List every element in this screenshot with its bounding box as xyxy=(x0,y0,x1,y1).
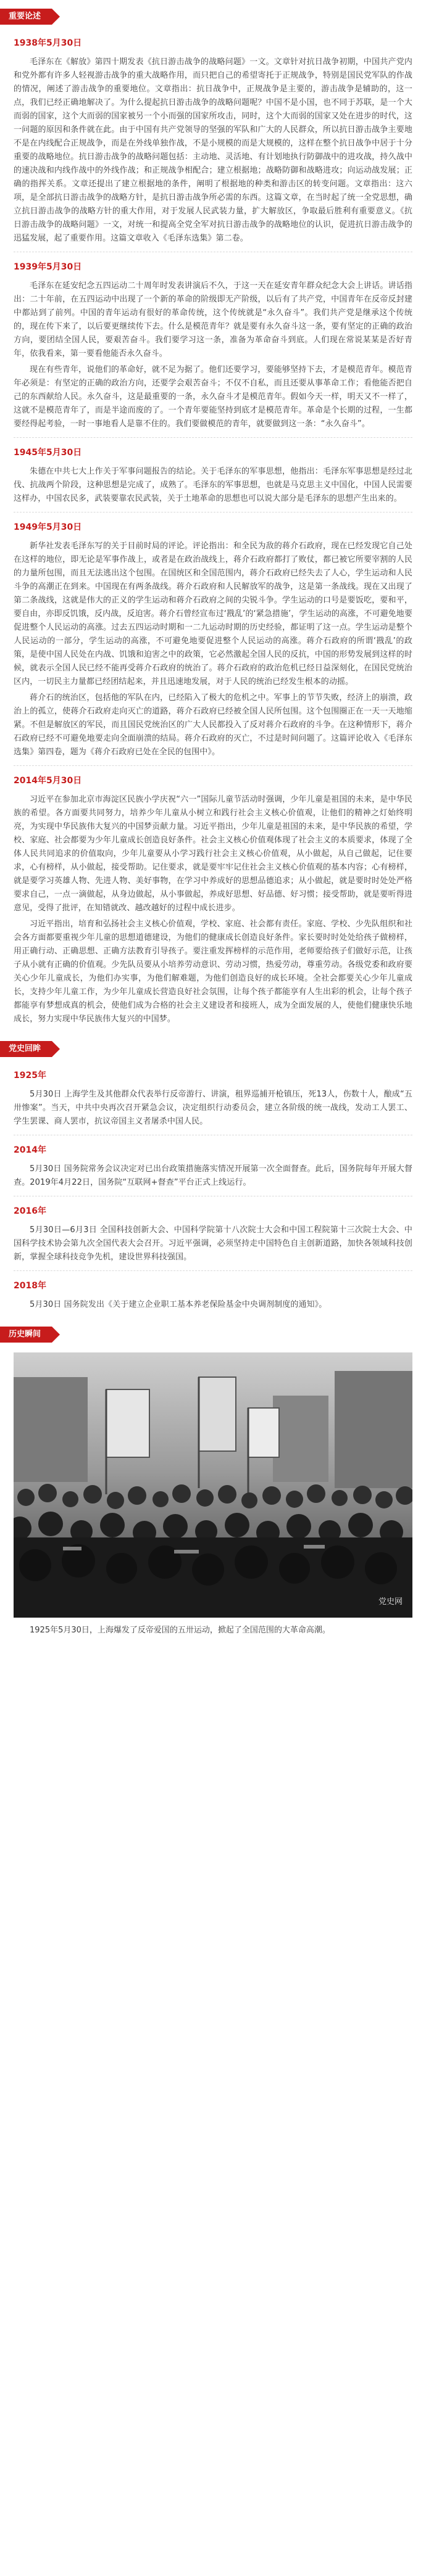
entry-date: 1925年 xyxy=(14,1071,46,1080)
entry-date: 2016年 xyxy=(14,1206,46,1216)
entry-paragraph: 5月30日—6月3日 全国科技创新大会、中国科学院第十八次院士大会和中国工程院第十三次院士大会、中国科学技术协会第九次全国代表大会召开。习近平强调，必须坚持走中国特色自主创新道路，加快各领域科技创新，掌握全球科技竞争先机，建设世界科技强国。 xyxy=(14,1225,412,1262)
entry-2014 xyxy=(14,775,412,1026)
entry-date: 1938年5月30日 xyxy=(14,38,82,48)
entry-paragraph: 习近平指出，培育和弘扬社会主义核心价值观，学校、家庭、社会都有责任。家庭、学校、少先队组织和社会各方面都要重视少年儿童的思想道德建设，为他们的健康成长创造良好条件。家长要时时处处给孩子做榜样，用正确行动、正确思想、正确方法教育引导孩子。要注重发挥榜样的示范作用，老师要给孩子们做好示范，让孩子从小就有正确的价值观。少先队员要从小培养劳动意识、劳动习惯，热爱劳动，尊重劳动。各级党委和政府要关心少年儿童成长，为他们办实事，为他们解难题，为他们创造良好的成长环境。全社会都要关心少年儿童成长，支持少年儿童工作，为少年儿童成长营造良好社会氛围，让每个孩子都能享有人生出彩的机会，让每个孩子都能享有梦想成真的机会，使他们成为合格的社会主义建设者和接班人，成为全面发展的人，使他们健康快乐地成长，努力实现中华民族伟大复兴的中国梦。 xyxy=(14,920,412,1024)
entry-date: 1945年5月30日 xyxy=(14,448,82,458)
entry-date: 2014年 xyxy=(14,1145,46,1155)
section-tag-history: 党史回眸 xyxy=(0,1041,52,1057)
entry-paragraph: 新华社发表毛泽东写的关于目前时局的评论。评论指出：和全民为敌的蒋介石政府，现在已经发现它自己处在这样的地位，即无论是军事作战上，或者是在政治战线上，蒋介石政府都打了败仗，都已被它所要宰割的人民的力量所包围，而且无法逃出这个包围。在国统区和全国范围内，蒋介石政府已经失去了人心，学生运动和人民斗争的高潮正在到来。中国现在有两条战线。蒋介石政府和人民解放军的战争，这是第一条战线。现在又出现了第二条战线，这就是伟大的正义的学生运动和蒋介石政府之间的尖锐斗争。学生运动的口号是要饭吃，要和平，要自由，亦即反饥饿，反内战，反迫害。蒋介石曾经宣布过‘戡乱’的‘紧急措施’，学生运动的高涨，不可避免地要促进整个人民运动的高涨。过去五四运动时期和一二九运动时期的历史经验，都证明了这一点。学生运动是整个人民运动的一部分，学生运动的高涨，不可避免地要促进整个人民运动的高涨。蒋介石政府的所谓‘戡乱’的政策，是使中国人民处在内战、饥饿和迫害之中的政策，它必然激起全国人民的反抗，中国的形势发展到这样的时候，就表示全国人民已经不能再受蒋介石政府的统治了。蒋介石政府的政治危机已经日益深刻化，在国民党统治区内，一切民主力量都已经团结起来，并且迅速地发展，对于人民的统治已经发生根本的动摇。 xyxy=(14,541,412,686)
entry-date: 2014年5月30日 xyxy=(14,776,82,786)
history-entry-1925 xyxy=(14,1069,412,1129)
entry-paragraph: 朱德在中共七大上作关于军事问题报告的结论。关于毛泽东的军事思想，他指出：毛泽东军事思想是经过北伐、抗战两个阶段，这种思想是完成了，成熟了。毛泽东的军事思想，也就是马克思主义中国化，中国人民需要这样办，中国农民多，武装要靠农民武装，关于土地革命的思想也可以说大部分是毛泽东的思想产生出来的。 xyxy=(14,467,412,503)
party-history-section xyxy=(0,1032,426,1318)
entry-paragraph: 5月30日 上海学生及其他群众代表举行反帝游行、讲演，租界巡捕开枪镇压，死13人，伤数十人，酿成“五卅惨案”。当天，中共中央再次召开紧急会议，决定组织行动委员会，建立各阶级的统一战线，发动工人罢工、学生罢课、商人罢市，抗议帝国主义者屠杀中国人民。 xyxy=(14,1090,412,1126)
entry-1938 xyxy=(14,37,412,245)
entry-paragraph: 毛泽东在《解放》第四十期发表《抗日游击战争的战略问题》一文。文章针对抗日战争初期，中国共产党内和党外都有许多人轻视游击战争的重大战略作用，而只把自己的希望寄托于正规战争，特别是国民党军队的作战的情况，阐述了游击战争的重要地位。文章指出：抗日战争中，正规战争是主要的，游击战争是辅助的，这一点，我们已经正确地解决了。为什么提起抗日游击战争的战略问题呢？中国不是小国，也不同于苏联，是一个大而弱的国家，这个大而弱的国家被另一个小而强的国家所攻击，同时，这个大而弱的国家又处在进步的时代，这一问题的原因和条件就在此。由于中国有共产党领导的坚强的军队和广大的人民群众，所以抗日游击战争主要地不是在内线配合正规战争，而是在外线单独作战，不是小规模的而是大规模的，这样在整个抗日战争中居于十分重要的战略地位。抗日游击战争的战略问题包括：主动地、灵活地、有计划地执行防御战中的进攻战，持久战中的速决战和内线作战中的外线作战；和正规战争相配合；建立根据地；战略防御和战略进攻；向运动战发展；正确的指挥关系。文章还提出了建立根据地的条件，阐明了根据地的种类和游击区的转变问题。文章指出：这六项，是全部抗日游击战争的战略方针，是抗日游击战争所必需的东西。这篇文章，在当时起了统一全党思想，确立抗日游击战争的战略方针的重大作用，对于发展人民武装力量，扩大解放区，争取最后胜利有重要意义。《抗日游击战争的战略问题》一文，对统一和提高全党全军对抗日游击战争的战略地位的认识，促进抗日游击战争的迅猛发展，起了重要作用。这篇文章收入《毛泽东选集》第二卷。 xyxy=(14,57,412,243)
section-tag-important: 重要论述 xyxy=(0,9,52,25)
history-entry-2016 xyxy=(14,1205,412,1264)
entry-paragraph: 蒋介石的统治区，包括他的军队在内，已经陷入了极大的危机之中。军事上的节节失败，经济上的崩溃，政治上的孤立，使蒋介石政府走向灭亡的道路，蒋介石政府已经被全国人民所包围。这个包围圈正在一天一天地缩紧。不但是解放区的军民，而且国民党统治区的广大人民都投入了反对蒋介石政府的斗争。在这种情形下，蒋介石政府已经不可避免地要走向全面崩溃的结局。蒋介石政府的灭亡，不过是时间问题了。这篇评论收入《毛泽东选集》第四卷，题为《蒋介石政府已处在全民的包围中》。 xyxy=(14,693,412,757)
important-discourse-section xyxy=(0,0,426,1032)
history-entry-2014 xyxy=(14,1144,412,1190)
historical-photo xyxy=(14,1352,412,1618)
history-entry-2018 xyxy=(14,1280,412,1312)
entry-paragraph: 毛泽东在延安纪念五四运动二十周年时发表讲演后不久，于这一天在延安青年群众纪念大会上讲话。讲话指出：二十年前，在五四运动中出现了一个新的革命的阶级即无产阶级，以后有了共产党，中国青年在反帝反封建中都站到了前列。中国的青年运动有很好的革命传统，这个传统就是“永久奋斗”。我们共产党是继承这个传统的，现在传下来了，以后要更继续传下去。什么是模范青年？就是要有永久奋斗这一条，要有坚定的正确的政治方向，要团结全国人民，要艰苦奋斗。我们要学习这一条，准备为革命奋斗到底。人们现在常说某某是否好青年，依我看来，第一要看他能否永久奋斗。 xyxy=(14,281,412,358)
photo-caption: 1925年5月30日，上海爆发了反帝爱国的五卅运动，掀起了全国范围的大革命高潮。 xyxy=(30,1626,330,1635)
divider xyxy=(14,765,412,766)
divider xyxy=(14,1270,412,1271)
entry-paragraph: 5月30日 国务院常务会议决定对已出台政策措施落实情况开展第一次全面督查。此后，国务院每年开展大督查。2019年4月22日，国务院“互联网+督查”平台正式上线运行。 xyxy=(14,1164,412,1187)
entry-paragraph: 5月30日 国务院发出《关于建立企业职工基本养老保险基金中央调剂制度的通知》。 xyxy=(30,1300,327,1309)
watermark-text: 党史网 xyxy=(378,1597,403,1607)
historical-moment-section xyxy=(0,1318,426,1346)
entry-paragraph: 现在有些青年，说他们的革命好，就不足为据了。他们还要学习，要能够坚持下去，才是模范青年。模范青年必须是：有坚定的正确的政治方向，还要学会艰苦奋斗；不仅不自私，而且还要从事革命工作；看他能否把自己的东西献给人民。永久奋斗，这是最重要的一条，永久奋斗才是模范青年。假如今天一样，明天又不一样了，这就不是模范青年了，而是半途而废的了。一个青年要能坚持到底才是模范青年。革命是个长期的过程，一生都要经得起考验，一时一事地看人是靠不住的。我们要做模范的青年，就要做到这一条：“永久奋斗”。 xyxy=(14,365,412,429)
entry-1939 xyxy=(14,261,412,431)
entry-date: 2018年 xyxy=(14,1281,46,1291)
crowd-photo-illustration xyxy=(14,1352,412,1618)
section-tag-moment: 历史瞬间 xyxy=(0,1327,52,1343)
entry-1945 xyxy=(14,446,412,506)
entry-paragraph: 习近平在参加北京市海淀区民族小学庆祝“六一”国际儿童节活动时强调，少年儿童是祖国的未来，是中华民族的希望。各方面要共同努力，培养少年儿童从小树立和践行社会主义核心价值观，让他们的精神之灯始终明亮，为实现中华民族伟大复兴的中国梦贡献力量。习近平指出，少年儿童是祖国的未来，是中华民族的希望，学校、家庭、社会都要为少年儿童成长创造良好条件。社会主义核心价值观体现了社会主义的本质要求，体现了全体人民共同追求的价值取向，少年儿童要从小学习践行社会主义核心价值观，从小做起，从自己做起，记住要求，心有榜样，从小做起，接受帮助。记住要求，就是要牢牢记住社会主义核心价值观的基本内容；心有榜样，就是要学习英雄人物、先进人物、美好事物，在学习中养成好的思想品德追求；从小做起，就是要时时处处严格要求自己，一点一滴做起，从身边做起，从小事做起，养成好思想、好品德、好习惯；接受帮助，就是要听得进意见，受得了批评，在知错就改、越改越好的过程中成长进步。 xyxy=(14,795,412,913)
entry-1949 xyxy=(14,521,412,759)
divider xyxy=(14,437,412,438)
entry-date: 1949年5月30日 xyxy=(14,522,82,532)
entry-date: 1939年5月30日 xyxy=(14,262,82,272)
